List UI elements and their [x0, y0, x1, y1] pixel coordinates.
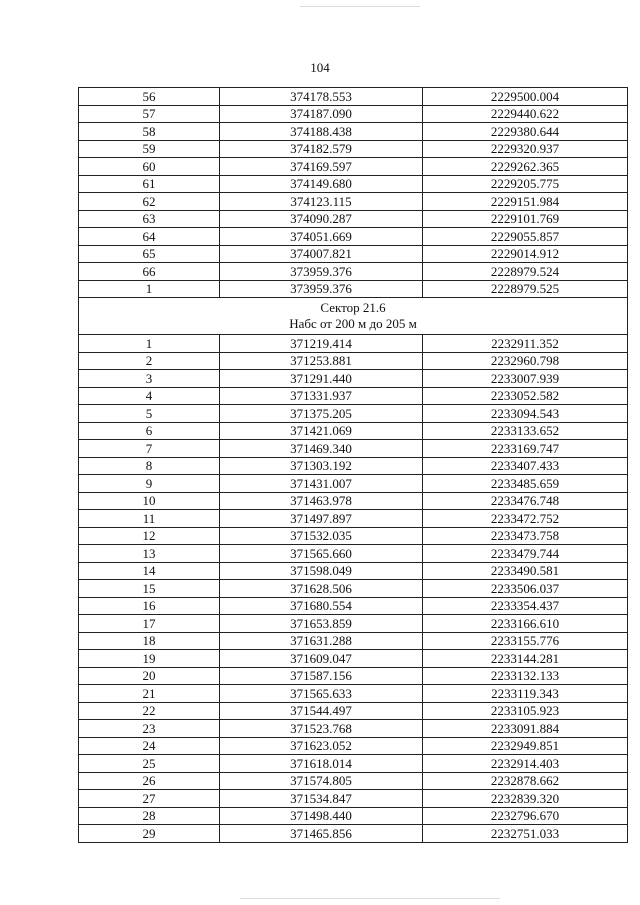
y-coordinate-cell: 2233091.884	[423, 720, 628, 738]
table-row	[79, 405, 628, 423]
point-number-cell: 6	[79, 422, 220, 440]
scan-artifact-top	[300, 6, 420, 7]
point-number-cell: 9	[79, 475, 220, 493]
x-coordinate-cell: 371623.052	[220, 737, 423, 755]
y-coordinate-cell: 2233105.923	[423, 702, 628, 720]
x-coordinate-cell: 371628.506	[220, 580, 423, 598]
table-row	[79, 510, 628, 528]
point-number-cell: 7	[79, 440, 220, 458]
table-row	[79, 422, 628, 440]
x-coordinate-cell: 374178.553	[220, 88, 423, 106]
x-coordinate-cell: 374188.438	[220, 123, 423, 141]
x-coordinate-cell: 371465.856	[220, 825, 423, 843]
table-row	[79, 140, 628, 158]
y-coordinate-cell: 2229151.984	[423, 193, 628, 211]
point-number-cell: 57	[79, 105, 220, 123]
point-number-cell: 14	[79, 562, 220, 580]
y-coordinate-cell: 2233166.610	[423, 615, 628, 633]
section-subtitle: Набс от 200 м до 205 м	[289, 316, 417, 331]
point-number-cell: 21	[79, 685, 220, 703]
point-number-cell: 8	[79, 457, 220, 475]
x-coordinate-cell: 374182.579	[220, 140, 423, 158]
x-coordinate-cell: 371291.440	[220, 370, 423, 388]
y-coordinate-cell: 2229014.912	[423, 245, 628, 263]
x-coordinate-cell: 371534.847	[220, 790, 423, 808]
y-coordinate-cell: 2233485.659	[423, 475, 628, 493]
x-coordinate-cell: 371631.288	[220, 632, 423, 650]
table-row	[79, 492, 628, 510]
point-number-cell: 11	[79, 510, 220, 528]
table-row	[79, 335, 628, 353]
point-number-cell: 15	[79, 580, 220, 598]
x-coordinate-cell: 371497.897	[220, 510, 423, 528]
table-row	[79, 158, 628, 176]
table-row	[79, 245, 628, 263]
point-number-cell: 22	[79, 702, 220, 720]
y-coordinate-cell: 2232751.033	[423, 825, 628, 843]
y-coordinate-cell: 2229055.857	[423, 228, 628, 246]
scan-artifact-bottom	[240, 898, 500, 899]
y-coordinate-cell: 2233169.747	[423, 440, 628, 458]
table-row	[79, 702, 628, 720]
x-coordinate-cell: 371523.768	[220, 720, 423, 738]
x-coordinate-cell: 371498.440	[220, 807, 423, 825]
table-row	[79, 772, 628, 790]
x-coordinate-cell: 371653.859	[220, 615, 423, 633]
table-row	[79, 632, 628, 650]
point-number-cell: 23	[79, 720, 220, 738]
x-coordinate-cell: 371431.007	[220, 475, 423, 493]
table-row	[79, 352, 628, 370]
x-coordinate-cell: 374051.669	[220, 228, 423, 246]
table-row	[79, 370, 628, 388]
x-coordinate-cell: 371609.047	[220, 650, 423, 668]
y-coordinate-cell: 2228979.525	[423, 280, 628, 298]
y-coordinate-cell: 2233094.543	[423, 405, 628, 423]
y-coordinate-cell: 2232914.403	[423, 755, 628, 773]
y-coordinate-cell: 2229101.769	[423, 210, 628, 228]
table-row	[79, 387, 628, 405]
x-coordinate-cell: 371375.205	[220, 405, 423, 423]
table-row	[79, 597, 628, 615]
y-coordinate-cell: 2228979.524	[423, 263, 628, 281]
point-number-cell: 24	[79, 737, 220, 755]
table-row	[79, 615, 628, 633]
table-row	[79, 650, 628, 668]
x-coordinate-cell: 374187.090	[220, 105, 423, 123]
point-number-cell: 61	[79, 175, 220, 193]
y-coordinate-cell: 2233490.581	[423, 562, 628, 580]
table-row	[79, 210, 628, 228]
coordinates-table	[78, 87, 628, 843]
x-coordinate-cell: 374169.597	[220, 158, 423, 176]
table-row	[79, 737, 628, 755]
table-row	[79, 88, 628, 106]
x-coordinate-cell: 371331.937	[220, 387, 423, 405]
x-coordinate-cell: 371565.660	[220, 545, 423, 563]
point-number-cell: 16	[79, 597, 220, 615]
table-row	[79, 228, 628, 246]
table-row	[79, 475, 628, 493]
table-row	[79, 562, 628, 580]
table-row	[79, 755, 628, 773]
x-coordinate-cell: 371463.978	[220, 492, 423, 510]
y-coordinate-cell: 2232878.662	[423, 772, 628, 790]
x-coordinate-cell: 371680.554	[220, 597, 423, 615]
point-number-cell: 26	[79, 772, 220, 790]
page-number: 104	[310, 60, 330, 75]
table-row	[79, 825, 628, 843]
x-coordinate-cell: 371574.805	[220, 772, 423, 790]
section-header-cell	[79, 298, 628, 335]
y-coordinate-cell: 2233132.133	[423, 667, 628, 685]
point-number-cell: 13	[79, 545, 220, 563]
y-coordinate-cell: 2233052.582	[423, 387, 628, 405]
x-coordinate-cell: 374123.115	[220, 193, 423, 211]
y-coordinate-cell: 2229440.622	[423, 105, 628, 123]
point-number-cell: 4	[79, 387, 220, 405]
y-coordinate-cell: 2233133.652	[423, 422, 628, 440]
table-row	[79, 457, 628, 475]
y-coordinate-cell: 2232839.320	[423, 790, 628, 808]
table-row	[79, 527, 628, 545]
table-row	[79, 175, 628, 193]
table-row	[79, 667, 628, 685]
section-header-row	[79, 298, 628, 335]
point-number-cell: 62	[79, 193, 220, 211]
y-coordinate-cell: 2233007.939	[423, 370, 628, 388]
point-number-cell: 28	[79, 807, 220, 825]
x-coordinate-cell: 371618.014	[220, 755, 423, 773]
table-row	[79, 720, 628, 738]
x-coordinate-cell: 373959.376	[220, 263, 423, 281]
table-row	[79, 685, 628, 703]
x-coordinate-cell: 371469.340	[220, 440, 423, 458]
point-number-cell: 5	[79, 405, 220, 423]
x-coordinate-cell: 374007.821	[220, 245, 423, 263]
point-number-cell: 18	[79, 632, 220, 650]
y-coordinate-cell: 2233119.343	[423, 685, 628, 703]
y-coordinate-cell: 2233155.776	[423, 632, 628, 650]
y-coordinate-cell: 2233354.437	[423, 597, 628, 615]
table-row	[79, 280, 628, 298]
point-number-cell: 2	[79, 352, 220, 370]
section-title: Сектор 21.6	[320, 300, 386, 315]
point-number-cell: 29	[79, 825, 220, 843]
y-coordinate-cell: 2233476.748	[423, 492, 628, 510]
point-number-cell: 58	[79, 123, 220, 141]
y-coordinate-cell: 2233479.744	[423, 545, 628, 563]
point-number-cell: 3	[79, 370, 220, 388]
x-coordinate-cell: 371253.881	[220, 352, 423, 370]
point-number-cell: 27	[79, 790, 220, 808]
table-row	[79, 263, 628, 281]
x-coordinate-cell: 373959.376	[220, 280, 423, 298]
point-number-cell: 65	[79, 245, 220, 263]
point-number-cell: 59	[79, 140, 220, 158]
point-number-cell: 56	[79, 88, 220, 106]
y-coordinate-cell: 2233144.281	[423, 650, 628, 668]
coordinates-table-body	[79, 88, 628, 843]
x-coordinate-cell: 374090.287	[220, 210, 423, 228]
x-coordinate-cell: 371544.497	[220, 702, 423, 720]
table-row	[79, 123, 628, 141]
y-coordinate-cell: 2232960.798	[423, 352, 628, 370]
point-number-cell: 10	[79, 492, 220, 510]
x-coordinate-cell: 371598.049	[220, 562, 423, 580]
table-row	[79, 105, 628, 123]
table-row	[79, 440, 628, 458]
x-coordinate-cell: 374149.680	[220, 175, 423, 193]
point-number-cell: 17	[79, 615, 220, 633]
point-number-cell: 12	[79, 527, 220, 545]
y-coordinate-cell: 2233472.752	[423, 510, 628, 528]
point-number-cell: 1	[79, 280, 220, 298]
x-coordinate-cell: 371303.192	[220, 457, 423, 475]
point-number-cell: 25	[79, 755, 220, 773]
point-number-cell: 20	[79, 667, 220, 685]
x-coordinate-cell: 371219.414	[220, 335, 423, 353]
y-coordinate-cell: 2232949.851	[423, 737, 628, 755]
table-row	[79, 193, 628, 211]
x-coordinate-cell: 371421.069	[220, 422, 423, 440]
point-number-cell: 19	[79, 650, 220, 668]
y-coordinate-cell: 2232911.352	[423, 335, 628, 353]
table-row	[79, 580, 628, 598]
y-coordinate-cell: 2233473.758	[423, 527, 628, 545]
table-row	[79, 790, 628, 808]
point-number-cell: 64	[79, 228, 220, 246]
point-number-cell: 1	[79, 335, 220, 353]
y-coordinate-cell: 2229380.644	[423, 123, 628, 141]
x-coordinate-cell: 371587.156	[220, 667, 423, 685]
y-coordinate-cell: 2229205.775	[423, 175, 628, 193]
y-coordinate-cell: 2229500.004	[423, 88, 628, 106]
table-row	[79, 545, 628, 563]
y-coordinate-cell: 2233407.433	[423, 457, 628, 475]
point-number-cell: 60	[79, 158, 220, 176]
table-row	[79, 807, 628, 825]
y-coordinate-cell: 2232796.670	[423, 807, 628, 825]
y-coordinate-cell: 2229262.365	[423, 158, 628, 176]
x-coordinate-cell: 371532.035	[220, 527, 423, 545]
point-number-cell: 63	[79, 210, 220, 228]
x-coordinate-cell: 371565.633	[220, 685, 423, 703]
y-coordinate-cell: 2229320.937	[423, 140, 628, 158]
y-coordinate-cell: 2233506.037	[423, 580, 628, 598]
point-number-cell: 66	[79, 263, 220, 281]
